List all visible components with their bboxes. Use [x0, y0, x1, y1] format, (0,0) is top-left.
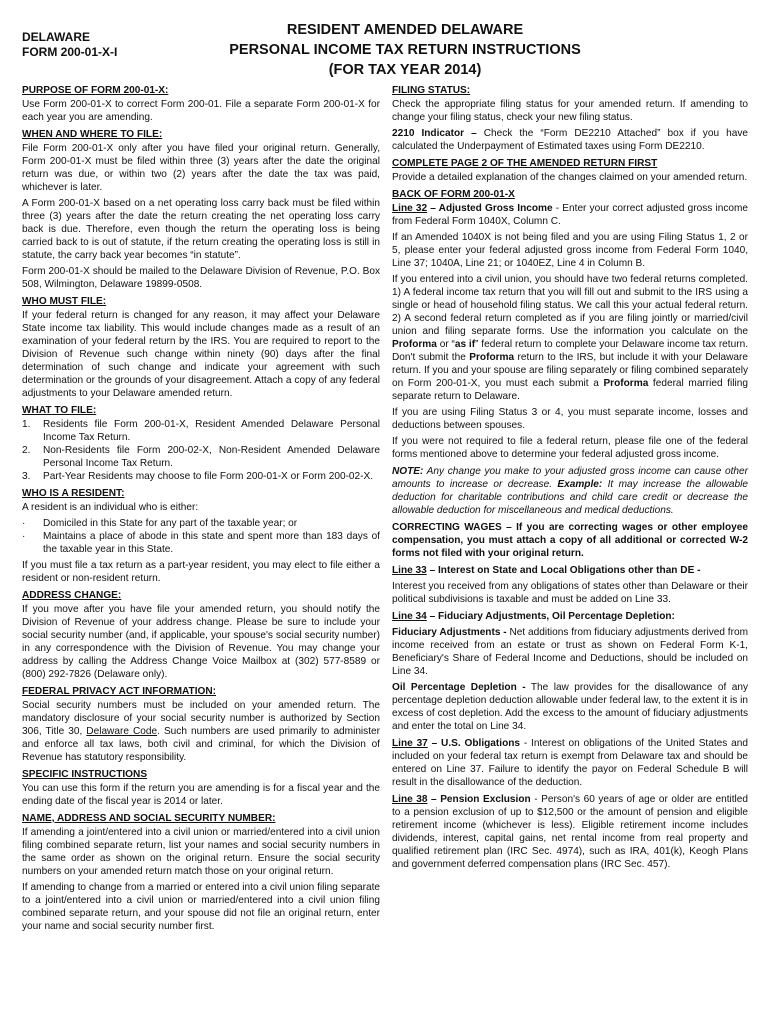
text-run: . Such numbers are used primarily to administer and enforce all tax laws, both civil and criminal, for which the Division of Revenue has statutory responsibility.: [22, 726, 381, 763]
section-heading: FILING STATUS:: [392, 85, 471, 96]
section-heading: WHO IS A RESIDENT:: [22, 488, 125, 499]
document-title: [192, 20, 618, 80]
line-label: Line 32: [392, 203, 428, 214]
paragraph: If an Amended 1040X is not being filed and you are using Filing Status 1, 2 or 5, please enter your federal adjusted gross income from Federal Form 1040, Line 37; 1040A, Line 21; or 1040EZ, Line 4 in Column B.: [392, 232, 748, 269]
paragraph: [392, 793, 748, 871]
section-line-33: [392, 564, 748, 606]
paragraph: If you move after you have file your amended return, you should notify the Division of Revenue of your address change. Please be sure to include your social security number (and, if applicable, your spouse's social security number) in any correspondence with the Division of Revenue. You may change your address by calling the Address Change Voice Mailbox at (302) 577-8589 or (800) 292-7826 (Delaware only).: [22, 604, 380, 680]
example-label: Example:: [557, 479, 603, 490]
section-back-of-form: [392, 188, 748, 461]
subheading: Oil Percentage Depletion -: [392, 682, 526, 693]
section-heading: WHAT TO FILE:: [22, 405, 97, 416]
line-title: – Interest on State and Local Obligations other than DE -: [426, 565, 701, 576]
text-run: If you entered into a civil union, you should have two federal returns completed. 1) A federal income tax return that you will fill out and submit to the IRS using a single or head of household filing status. We call this your actual federal return. 2) A second federal return completed as if you are filing jointly or married/civil union and filing separate forms. Use the information you calculate on the: [392, 274, 748, 337]
list-marker: ·: [22, 531, 26, 542]
paragraph: Use Form 200-01-X to correct Form 200-01. File a separate Form 200-01-X for each year you are amending.: [22, 99, 380, 123]
bullet-list: [22, 517, 380, 556]
section-heading: WHEN AND WHERE TO FILE:: [22, 129, 163, 140]
line-label: Line 33: [392, 565, 427, 576]
section-line-38: [392, 793, 748, 871]
paragraph: [22, 699, 380, 764]
list-item-text: Non-Residents file Form 200-02-X, Non-Resident Amended Delaware Personal Income Tax Return.: [43, 445, 380, 469]
document-header: [22, 20, 748, 82]
list-item: [22, 517, 380, 530]
paragraph: If amending a joint/entered into a civil union or married/entered into a civil union filing combined separate return, list your names and social security numbers in the same order as shown on the original return. Ensure the social security numbers on your amended return match those on your original return.: [22, 827, 380, 877]
line-label: Line 38: [392, 794, 428, 805]
paragraph: You can use this form if the return you are amending is for a fiscal year and the ending date of the fiscal year is 2014 or later.: [22, 783, 380, 807]
list-item-text: Residents file Form 200-01-X, Resident Amended Delaware Personal Income Tax Return.: [43, 419, 380, 443]
list-item-text: Part-Year Residents may choose to file Form 200-01-X or Form 200-02-X.: [43, 471, 374, 482]
list-marker: 1.: [22, 419, 31, 430]
section-who-is-resident: [22, 487, 380, 585]
text-run: Check the “Form DE2210 Attached” box if you have calculated the Underpayment of Estimated taxes using Form DE2210.: [392, 128, 748, 152]
text-run: federal married filing separate return to Delaware.: [392, 378, 749, 402]
section-specific-instructions: [22, 768, 380, 808]
text-run: return to the IRS, but include it with your Delaware return. If you and your spouse are filing separately or filing combined separately on Form 200-01-X, you must each submit a: [392, 352, 748, 389]
numbered-list: [22, 418, 380, 483]
section-filing-status: [392, 84, 748, 153]
text-run: The law provides for the disallowance of any percentage depletion deduction allowable under federal law, to the extent it is in excess of cost depletion. Add the excess to the amount of fiduciary adjustments and enter the total on Line 34.: [392, 682, 749, 732]
section-heading: SPECIFIC INSTRUCTIONS: [22, 769, 148, 780]
paragraph: Form 200-01-X should be mailed to the Delaware Division of Revenue, P.O. Box 508, Wilmington, Delaware 19899-0508.: [22, 266, 380, 290]
list-marker: 2.: [22, 445, 31, 456]
list-marker: ·: [22, 518, 26, 529]
line-title: – Pension Exclusion: [427, 794, 531, 805]
list-item: [22, 444, 380, 470]
section-privacy-act: [22, 685, 380, 764]
paragraph: [392, 465, 748, 517]
form-state: DELAWARE: [22, 30, 91, 44]
emphasis: Proforma: [469, 352, 515, 363]
paragraph: [392, 626, 748, 678]
section-address-change: [22, 589, 380, 681]
paragraph: Check the appropriate filing status for your amended return. If amending to change your filing status, check your new filing status.: [392, 99, 748, 123]
subheading: Fiduciary Adjustments -: [392, 627, 507, 638]
line-label: Line 34: [392, 611, 427, 622]
paragraph: If you must file a tax return as a part-year resident, you may elect to file either a resident or non-resident return.: [22, 560, 380, 584]
section-complete-page-2: [392, 157, 748, 184]
list-marker: 3.: [22, 471, 31, 482]
section-when-where: [22, 128, 380, 291]
section-heading: NAME, ADDRESS AND SOCIAL SECURITY NUMBER:: [22, 813, 276, 824]
paragraph: If you were not required to file a federal return, please file one of the federal forms mentioned above to determine your federal adjusted gross income.: [392, 436, 748, 460]
paragraph: Interest you received from any obligations of states other than Delaware or their political subdivisions is taxable and must be added on Line 33.: [392, 581, 748, 605]
paragraph: [392, 681, 748, 733]
form-identifier: [22, 30, 117, 60]
section-name-address-ssn: [22, 812, 380, 933]
text-run: - Enter your correct adjusted gross income from Federal Form 1040X, Column C.: [392, 203, 749, 227]
indicator-label: 2210 Indicator –: [392, 128, 477, 139]
delaware-code-reference: Delaware Code: [86, 726, 158, 737]
title-line-3: (FOR TAX YEAR 2014): [328, 62, 482, 78]
note-label: NOTE:: [392, 466, 424, 477]
list-item: [22, 470, 380, 483]
title-line-1: RESIDENT AMENDED DELAWARE: [286, 22, 524, 38]
text-run: It may increase the allowable deduction for charitable contributions and child care credit or decrease the allowable deduction for miscellaneous and medical deductions.: [392, 479, 748, 516]
text-run: Social security numbers must be included on your amended return. The mandatory disclosure of your social security number is authorized by Section 306, Title 30,: [22, 700, 380, 737]
paragraph: [392, 273, 748, 403]
section-heading: ADDRESS CHANGE:: [22, 590, 122, 601]
form-number: FORM 200-01-X-I: [22, 45, 118, 59]
section-heading: FEDERAL PRIVACY ACT INFORMATION:: [22, 686, 217, 697]
text-run: ” federal return to complete your Delaware income tax return. Don't submit the: [392, 339, 748, 363]
list-item-text: Domiciled in this State for any part of the taxable year; or: [43, 518, 298, 529]
paragraph: Provide a detailed explanation of the changes claimed on your amended return.: [392, 172, 748, 183]
text-run: Net additions from fiduciary adjustments derived from income received from an estate or trust as shown on Federal Form K-1, Beneficiary's Share of Federal Income and Deductions, should be included on Line 34.: [392, 627, 748, 677]
section-heading: WHO MUST FILE:: [22, 296, 107, 307]
text-run: Any change you make to your adjusted gross income can cause other amounts to increase or decrease.: [392, 466, 748, 490]
paragraph: If your federal return is changed for any reason, it may affect your Delaware State income tax liability. This would include changes made as a result of an examination of your federal return by the IRS. You are required to report to the Division of Revenue such change within ninety (90) days after the final determination of such change and indicate your agreement with such determination or the grounds of your disagreement. Attach a copy of any federal adjustments to your Delaware amended return.: [22, 310, 380, 399]
section-correcting-wages: [392, 521, 748, 560]
list-item-text: Maintains a place of abode in this state and spent more than 183 days of the taxable year in this State.: [43, 531, 380, 555]
paragraph: [392, 737, 748, 789]
section-heading: BACK OF FORM 200-01-X: [392, 189, 515, 200]
paragraph: A resident is an individual who is either:: [22, 502, 199, 513]
paragraph: If amending to change from a married or entered into a civil union filing separate to a joint/entered into a civil union or married/entered into a civil union filing combined separate return, and your spouse did not file an original return, enter your name and social security number first.: [22, 882, 380, 932]
section-who-must-file: [22, 295, 380, 400]
paragraph: CORRECTING WAGES – If you are correcting wages or other employee compensation, you must attach a copy of all additional or corrected W-2 forms not filed with your original return.: [392, 522, 748, 559]
left-column: [22, 84, 380, 937]
paragraph: File Form 200-01-X only after you have filed your original return. Generally, Form 200-01-X must be filed within three (3) years after the date the original return was due, or within two (2) years after the date the tax was paid, whichever is later.: [22, 143, 380, 193]
paragraph: [392, 202, 748, 228]
list-item: [22, 418, 380, 444]
paragraph: A Form 200-01-X based on a net operating loss carry back must be filed within three (3) years after the date the return creating the net operating loss carry back is due. Therefore, even though the return the operating loss is being carried back to is out of statute, if the return creating the operating loss is still in statute, the carry back year becomes “in statute”.: [22, 198, 380, 261]
section-what-to-file: [22, 404, 380, 483]
list-item: [22, 530, 380, 556]
emphasis: Proforma: [392, 339, 437, 350]
title-line-2: PERSONAL INCOME TAX RETURN INSTRUCTIONS: [229, 42, 581, 58]
emphasis: Proforma: [603, 378, 649, 389]
section-heading: COMPLETE PAGE 2 OF THE AMENDED RETURN FIRST: [392, 158, 658, 169]
line-title: – U.S. Obligations: [427, 738, 521, 749]
section-purpose: [22, 84, 380, 124]
section-line-34: [392, 610, 748, 733]
section-heading: PURPOSE OF FORM 200-01-X:: [22, 85, 169, 96]
note-block: [392, 465, 748, 517]
text-run: - Interest on obligations of the United States and included on your federal tax return is exempt from Delaware tax and should be entered on Line 37. Failure to identify the payor on Federal Schedule B will result in the disallowance of the deduction.: [392, 738, 748, 788]
paragraph: [392, 127, 748, 153]
text-run: or “: [436, 339, 455, 350]
paragraph: If you are using Filing Status 3 or 4, you must separate income, losses and deductions between spouses.: [392, 407, 748, 431]
paragraph: [392, 564, 748, 577]
emphasis: as if: [454, 339, 476, 350]
line-title: – Adjusted Gross Income: [427, 203, 553, 214]
line-title: – Fiduciary Adjustments, Oil Percentage Depletion:: [426, 611, 675, 622]
paragraph: [392, 610, 748, 623]
right-column: [392, 84, 748, 875]
line-label: Line 37: [392, 738, 428, 749]
section-line-37: [392, 737, 748, 789]
text-run: - Person's 60 years of age or older are entitled to a pension exclusion of up to $12,500 or the amount of pension and eligible retirement income (whichever is less). Eligible retirement income includes dividends, interest, capital gains, net rental income from real property and qualified retirement plan (IRC Sec. 4974), such as IRA, 401(k), Keogh Plans and government deferred compensation plans (IRC Sec. 457).: [392, 794, 749, 870]
